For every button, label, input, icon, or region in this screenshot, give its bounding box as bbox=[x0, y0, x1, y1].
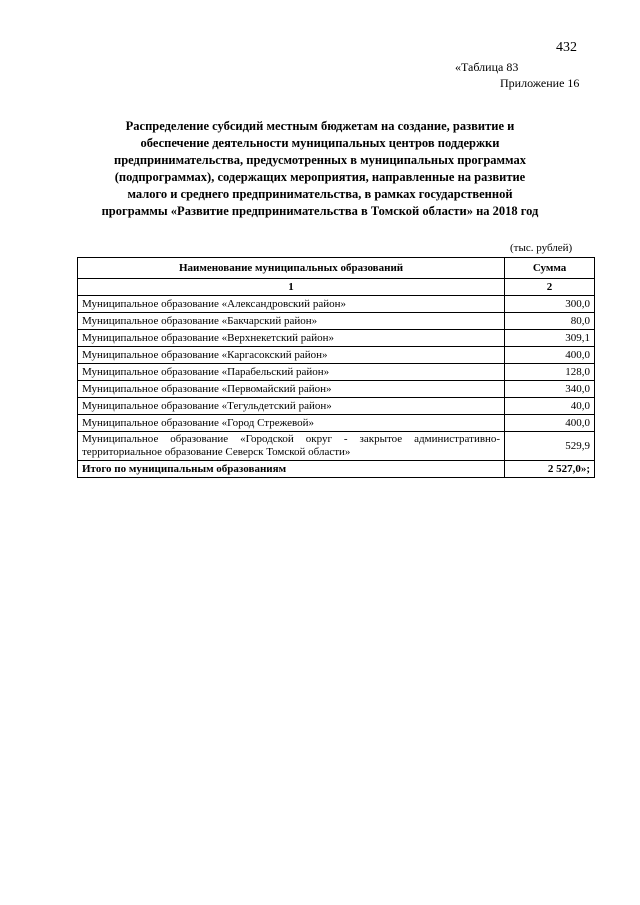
amount-value: 80,0 bbox=[505, 313, 595, 330]
amount-value: 340,0 bbox=[505, 381, 595, 398]
page-number: 432 bbox=[556, 40, 577, 55]
total-label: Итого по муниципальным образованиям bbox=[78, 461, 505, 478]
header-amount: Сумма bbox=[505, 258, 595, 279]
table-reference: «Таблица 83 bbox=[455, 60, 519, 74]
column-number: 2 bbox=[505, 279, 595, 296]
units-label: (тыс. рублей) bbox=[510, 242, 573, 254]
total-value: 2 527,0»; bbox=[505, 461, 595, 478]
municipality-name: Муниципальное образование «Парабельский район» bbox=[78, 364, 505, 381]
municipality-name: Муниципальное образование «Первомайский район» bbox=[78, 381, 505, 398]
header-name: Наименование муниципальных образований bbox=[78, 258, 505, 279]
column-number-row bbox=[78, 279, 595, 296]
title-line: малого и среднего предпринимательства, в рамках государственной bbox=[127, 187, 513, 201]
title-line: (подпрограммах), содержащих мероприятия, направленные на развитие bbox=[114, 170, 526, 184]
municipality-name: Муниципальное образование «Верхнекетский район» bbox=[78, 330, 505, 347]
title-line: предпринимательства, предусмотренных в муниципальных программах bbox=[114, 153, 526, 167]
title-line: программы «Развитие предпринимательства в Томской области» на 2018 год bbox=[101, 204, 539, 218]
table-row bbox=[78, 347, 595, 364]
document-title bbox=[60, 118, 580, 220]
title-line: Распределение субсидий местным бюджетам на создание, развитие и bbox=[125, 119, 515, 133]
total-row bbox=[78, 461, 595, 478]
amount-value: 300,0 bbox=[505, 296, 595, 313]
subsidy-table bbox=[77, 257, 595, 478]
amount-value: 400,0 bbox=[505, 415, 595, 432]
table-row bbox=[78, 398, 595, 415]
amount-value: 400,0 bbox=[505, 347, 595, 364]
table-row bbox=[78, 432, 595, 461]
amount-value: 309,1 bbox=[505, 330, 595, 347]
appendix-label: Приложение 16 bbox=[500, 76, 580, 90]
amount-value: 128,0 bbox=[505, 364, 595, 381]
table-row bbox=[78, 296, 595, 313]
table-row bbox=[78, 364, 595, 381]
table-row bbox=[78, 381, 595, 398]
title-line: обеспечение деятельности муниципальных центров поддержки bbox=[140, 136, 500, 150]
municipality-name: Муниципальное образование «Бакчарский район» bbox=[78, 313, 505, 330]
municipality-name: Муниципальное образование «Город Стрежевой» bbox=[78, 415, 505, 432]
amount-value: 529,9 bbox=[505, 432, 595, 461]
table-row bbox=[78, 313, 595, 330]
municipality-name: Муниципальное образование «Тегульдетский район» bbox=[78, 398, 505, 415]
table-row bbox=[78, 415, 595, 432]
municipality-name: Муниципальное образование «Городской округ - закрытое административно-территориальное образование Северск Томской области» bbox=[78, 432, 505, 461]
amount-value: 40,0 bbox=[505, 398, 595, 415]
municipality-name: Муниципальное образование «Александровский район» bbox=[78, 296, 505, 313]
column-number: 1 bbox=[78, 279, 505, 296]
header-row bbox=[78, 258, 595, 279]
table-row bbox=[78, 330, 595, 347]
municipality-name: Муниципальное образование «Каргасокский район» bbox=[78, 347, 505, 364]
